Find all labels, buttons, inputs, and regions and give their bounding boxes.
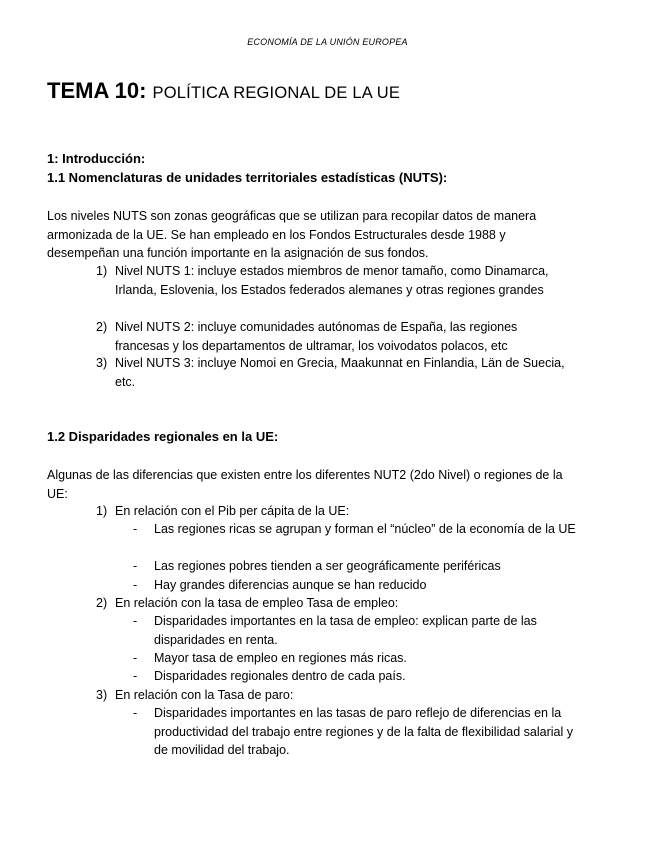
list-item-nuts3: Nivel NUTS 3: incluye Nomoi en Grecia, Maakunnat en Finlandia, Län de Suecia, etc. (115, 356, 565, 389)
subsection-heading-disparidades: 1.2 Disparidades regionales en la UE: (47, 429, 279, 444)
bullet-item: Disparidades importantes en la tasa de empleo: explican parte de las disparidades en renta. (154, 614, 537, 647)
list-number: 2) (96, 596, 108, 610)
section-heading-introduccion: 1: Introducción: (47, 151, 146, 166)
list-item-nuts2: Nivel NUTS 2: incluye comunidades autónomas de España, las regiones francesas y los departamentos de ultramar, los voivodatos polacos, etc (115, 320, 518, 353)
dash-bullet: - (133, 578, 138, 592)
dash-bullet: - (133, 559, 138, 573)
list-number: 1) (96, 264, 108, 278)
paragraph-disparidades-intro: Algunas de las diferencias que existen entre los diferentes NUT2 (2do Nivel) o regiones de la UE: (47, 468, 563, 501)
dash-bullet: - (133, 706, 138, 720)
list-item-nuts1: Nivel NUTS 1: incluye estados miembros de menor tamaño, como Dinamarca, Irlanda, Eslovenia, los Estados federados alemanes y otras regiones grandes (115, 264, 549, 297)
list-number: 3) (96, 356, 108, 370)
list-item-pib: En relación con el Pib per cápita de la UE: (115, 504, 350, 518)
list-item-paro: En relación con la Tasa de paro: (115, 688, 294, 702)
paragraph-nuts-intro: Los niveles NUTS son zonas geográficas que se utilizan para recopilar datos de manera armonizada de la UE. Se han empleado en los Fondos Estructurales desde 1988 y desempeñan una función importante en la asignación de sus fondos. (47, 209, 537, 260)
bullet-item: Hay grandes diferencias aunque se han reducido (154, 578, 427, 592)
bullet-item: Disparidades importantes en las tasas de paro reflejo de diferencias en la productividad del trabajo entre regiones y de la falta de flexibilidad salarial y de movilidad del trabajo. (154, 706, 574, 757)
list-item-empleo: En relación con la tasa de empleo Tasa de empleo: (115, 596, 399, 610)
list-number: 3) (96, 688, 108, 702)
bullet-item: Las regiones pobres tienden a ser geográficamente periféricas (154, 559, 501, 573)
page-header: ECONOMÍA DE LA UNIÓN EUROPEA (247, 37, 408, 47)
list-number: 2) (96, 320, 108, 334)
bullet-item: Disparidades regionales dentro de cada país. (154, 669, 406, 683)
dash-bullet: - (133, 669, 138, 683)
dash-bullet: - (133, 522, 138, 536)
page-title (47, 78, 400, 104)
dash-bullet: - (133, 614, 138, 628)
title-main: TEMA 10: (47, 78, 147, 103)
title-sub: POLÍTICA REGIONAL DE LA UE (152, 84, 401, 102)
list-number: 1) (96, 504, 108, 518)
subsection-heading-nuts: 1.1 Nomenclaturas de unidades territoriales estadísticas (NUTS): (47, 170, 448, 185)
bullet-item: Mayor tasa de empleo en regiones más ricas. (154, 651, 407, 665)
dash-bullet: - (133, 651, 138, 665)
bullet-item: Las regiones ricas se agrupan y forman el “núcleo” de la economía de la UE (154, 522, 576, 536)
